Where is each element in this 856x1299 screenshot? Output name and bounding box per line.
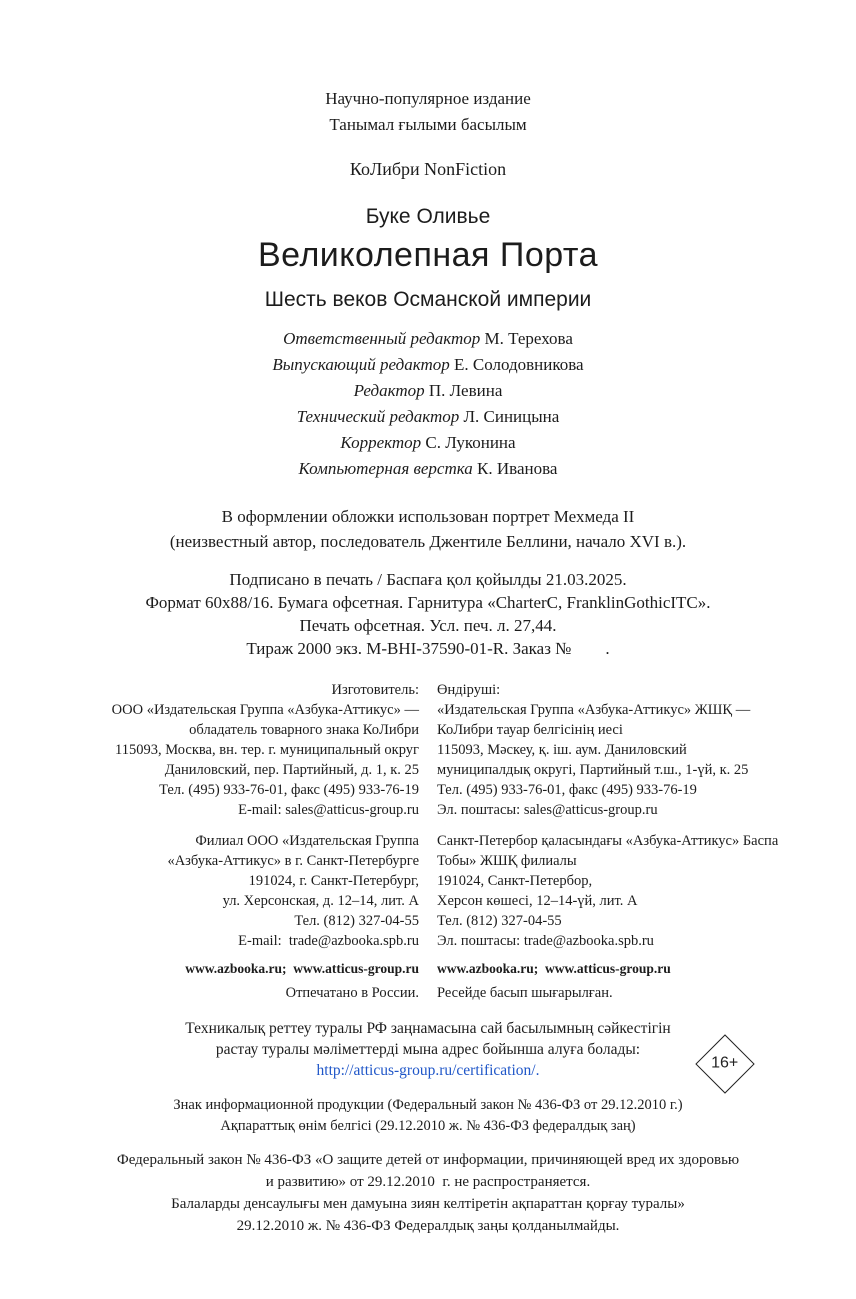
cover-note (64, 504, 792, 554)
staff-row (64, 352, 792, 378)
branch-ru-line: Филиал ООО «Издательская Группа (195, 833, 419, 849)
staff-role: Технический редактор (296, 407, 460, 426)
book-author: Буке Оливье (365, 205, 491, 228)
book-title: Великолепная Порта (257, 236, 599, 274)
print-info-line: Тираж 2000 экз. M-BHI-37590-01-R. Заказ № . (246, 639, 610, 658)
manufacturer-kz-line: Эл. поштасы: sales@atticus-group.ru (437, 802, 658, 818)
certification-link-line (64, 1060, 792, 1081)
manufacturer-kz-line: муниципалдық округі, Партийный т.ш., 1-үй, к. 25 (437, 762, 749, 778)
law-note-line: 29.12.2010 ж. № 436-ФЗ Федералдық заңы қолданылмайды. (236, 1218, 620, 1234)
print-info (64, 568, 792, 660)
branch-kz-line: Эл. поштасы: trade@azbooka.spb.ru (437, 933, 654, 949)
certification-url-link[interactable]: http://atticus-group.ru/certification/. (316, 1062, 540, 1079)
manufacturer-kz-line: 115093, Мәскеу, қ. іш. аум. Даниловский (437, 742, 687, 758)
staff-name: К. Иванова (477, 459, 558, 478)
staff-row (64, 378, 792, 404)
printed-in-kz: Ресейде басып шығарылған. (437, 985, 613, 1001)
branch-kz-line: 191024, Санкт-Петербор, (437, 873, 593, 889)
websites-block (64, 961, 792, 977)
certification-lines (64, 1018, 792, 1060)
age-mark-line: Ақпараттық өнім белгісі (29.12.2010 ж. № 436-ФЗ федералдық заң) (220, 1118, 636, 1134)
manufacturer-ru-line: Изготовитель: (331, 682, 419, 698)
branch-ru-line: «Азбука-Аттикус» в г. Санкт-Петербурге (167, 853, 419, 869)
staff-row (64, 456, 792, 482)
branch-ru-line: ул. Херсонская, д. 12–14, лит. А (222, 893, 419, 909)
printed-in-ru: Отпечатано в России. (285, 985, 419, 1001)
edition-type-kz: Танымал ғылыми басылым (329, 115, 527, 134)
staff-role: Редактор (353, 381, 425, 400)
staff-role: Ответственный редактор (283, 329, 481, 348)
print-info-line: Печать офсетная. Усл. печ. л. 27,44. (299, 616, 557, 635)
branch-ru-line: Тел. (812) 327-04-55 (294, 913, 419, 929)
branch-kz-line: Тобы» ЖШҚ филиалы (437, 853, 577, 869)
print-info-line: Подписано в печать / Баспаға қол қойылды 21.03.2025. (229, 570, 627, 589)
manufacturer-block (64, 680, 792, 820)
websites-ru: www.azbooka.ru; www.atticus-group.ru (185, 961, 419, 976)
staff-name: М. Терехова (484, 329, 573, 348)
websites-kz: www.azbooka.ru; www.atticus-group.ru (437, 961, 671, 976)
manufacturer-ru-line: 115093, Москва, вн. тер. г. муниципальный округ (115, 742, 419, 758)
manufacturer-ru (64, 680, 419, 820)
staff-role: Компьютерная верстка (298, 459, 473, 478)
staff-row (64, 404, 792, 430)
certification-line: Техникалық реттеу туралы РФ заңнамасына сай басылымның сәйкестігін (185, 1020, 671, 1037)
staff-role: Выпускающий редактор (272, 355, 450, 374)
law-note-line: Федеральный закон № 436-ФЗ «О защите детей от информации, причиняющей вред их здоровью (116, 1152, 740, 1168)
manufacturer-ru-line: Тел. (495) 933-76-01, факс (495) 933-76-19 (159, 782, 419, 798)
staff-name: Е. Солодовникова (453, 355, 584, 374)
imprint-name: КоЛибри NonFiction (349, 159, 507, 179)
print-info-line: Формат 60x88/16. Бумага офсетная. Гарнитура «CharterC, FranklinGothicITC». (145, 593, 711, 612)
age-mark-line: Знак информационной продукции (Федеральный закон № 436-ФЗ от 29.12.2010 г.) (173, 1097, 683, 1113)
staff-name: Л. Синицына (463, 407, 560, 426)
printed-in-block (64, 985, 792, 1002)
manufacturer-ru-line: обладатель товарного знака КоЛибри (189, 722, 419, 738)
law-note-line: Балаларды денсаулығы мен дамуына зиян келтіретін ақпараттан қорғау туралы» (171, 1196, 685, 1212)
staff-list (64, 326, 792, 482)
branch-block (64, 831, 792, 951)
branch-kz-line: Тел. (812) 327-04-55 (437, 913, 562, 929)
branch-kz-line: Санкт-Петербор қаласындағы «Азбука-Аттикус» Баспа (437, 833, 779, 849)
law-note-line: и развитию» от 29.12.2010 г. не распространяется. (265, 1174, 591, 1190)
manufacturer-kz-line: Өндіруші: (437, 682, 501, 698)
cover-note-line: (неизвестный автор, последователь Джентиле Беллини, начало XVI в.). (169, 532, 687, 551)
branch-kz (437, 831, 792, 951)
certification-line: растау туралы мәліметтерді мына адрес бойынша алуға болады: (215, 1041, 641, 1058)
edition-type-block (64, 86, 792, 138)
law-note-block (64, 1149, 792, 1237)
branch-ru-line: E-mail: trade@azbooka.spb.ru (238, 933, 419, 949)
manufacturer-ru-line: E-mail: sales@atticus-group.ru (238, 802, 419, 818)
age-mark-lines (64, 1095, 792, 1137)
age-rating-value: 16+ (711, 1054, 739, 1072)
manufacturer-ru-line: Даниловский, пер. Партийный, д. 1, к. 25 (164, 762, 419, 778)
staff-role: Корректор (340, 433, 422, 452)
staff-name: С. Луконина (425, 433, 516, 452)
manufacturer-kz-line: Тел. (495) 933-76-01, факс (495) 933-76-19 (437, 782, 697, 798)
staff-row (64, 430, 792, 456)
manufacturer-kz-line: КоЛибри тауар белгісінің иесі (437, 722, 623, 738)
staff-row (64, 326, 792, 352)
branch-ru-line: 191024, г. Санкт-Петербург, (248, 873, 419, 889)
certification-block (64, 1018, 792, 1081)
manufacturer-ru-line: ООО «Издательская Группа «Азбука-Аттикус» — (111, 702, 419, 718)
book-subtitle: Шесть веков Османской империи (264, 288, 592, 311)
branch-ru (64, 831, 419, 951)
manufacturer-kz (437, 680, 792, 820)
staff-name: П. Левина (428, 381, 503, 400)
edition-type-ru: Научно-популярное издание (325, 89, 531, 108)
cover-note-line: В оформлении обложки использован портрет Мехмеда II (221, 507, 635, 526)
branch-kz-line: Херсон көшесі, 12–14-үй, лит. А (437, 893, 638, 909)
manufacturer-kz-line: «Издательская Группа «Азбука-Аттикус» ЖШҚ — (437, 702, 751, 718)
